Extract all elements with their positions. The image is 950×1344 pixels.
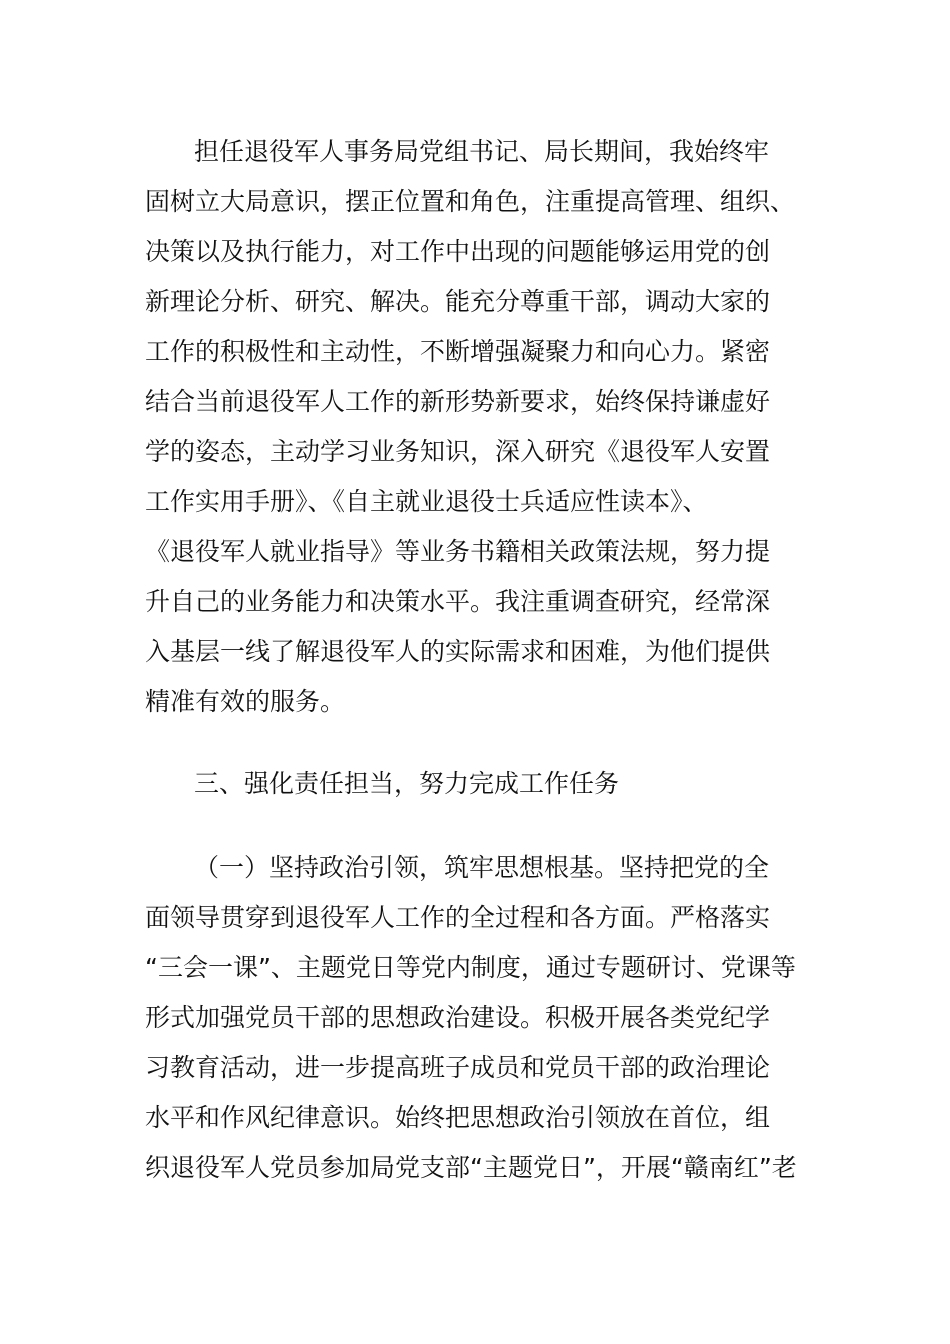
paragraph-line: 新理论分析、研究、解决。能充分尊重干部，调动大家的	[145, 287, 771, 316]
paragraph-line: 学的姿态，主动学习业务知识，深入研究《退役军人安置	[145, 437, 771, 466]
paragraph-line: 固树立大局意识，摆正位置和角色，注重提高管理、组织、	[145, 187, 796, 216]
paragraph-line: 升自己的业务能力和决策水平。我注重调查研究，经常深	[145, 587, 771, 616]
paragraph-line: 担任退役军人事务局党组书记、局长期间，我始终牢	[194, 137, 770, 166]
paragraph-line: 形式加强党员干部的思想政治建设。积极开展各类党纪学	[145, 1003, 771, 1032]
section-heading: 三、强化责任担当，努力完成工作任务	[194, 769, 620, 798]
paragraph-line: “三会一课”、主题党日等党内制度，通过专题研讨、党课等	[145, 953, 796, 982]
paragraph-line: 入基层一线了解退役军人的实际需求和困难，为他们提供	[145, 637, 771, 666]
paragraph-line: 工作实用手册》、《自主就业退役士兵适应性读本》、	[145, 487, 708, 516]
paragraph-line: （一）坚持政治引领，筑牢思想根基。坚持把党的全	[194, 853, 770, 882]
paragraph-line: 习教育活动，进一步提高班子成员和党员干部的政治理论	[145, 1053, 771, 1082]
paragraph-line: 《退役军人就业指导》等业务书籍相关政策法规，努力提	[145, 537, 771, 566]
paragraph-line: 精准有效的服务。	[145, 687, 346, 716]
paragraph-line: 织退役军人党员参加局党支部“主题党日”，开展“赣南红”老	[145, 1153, 797, 1182]
paragraph-line: 水平和作风纪律意识。始终把思想政治引领放在首位，组	[145, 1103, 771, 1132]
paragraph-line: 结合当前退役军人工作的新形势新要求，始终保持谦虚好	[145, 387, 771, 416]
paragraph-line: 工作的积极性和主动性，不断增强凝聚力和向心力。紧密	[145, 337, 771, 366]
paragraph-line: 面领导贯穿到退役军人工作的全过程和各方面。严格落实	[145, 903, 771, 932]
paragraph-line: 决策以及执行能力，对工作中出现的问题能够运用党的创	[145, 237, 771, 266]
